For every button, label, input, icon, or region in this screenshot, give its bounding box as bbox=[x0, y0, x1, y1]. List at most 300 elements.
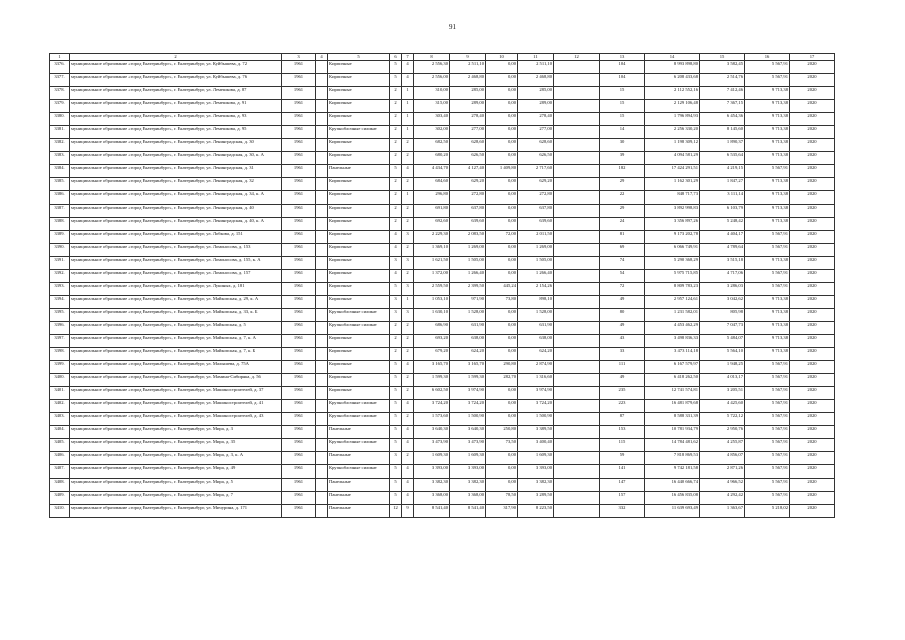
column-header: 5 bbox=[328, 54, 390, 61]
residential-area-cell: 1 500,90 bbox=[518, 413, 554, 426]
year-built-cell: 1961 bbox=[282, 452, 316, 465]
empty-cell bbox=[316, 413, 328, 426]
entrances-cell: 1 bbox=[402, 126, 414, 139]
nonresidential-area-cell: 0,00 bbox=[486, 452, 518, 465]
total-area-cell: 2 229,30 bbox=[414, 230, 450, 243]
wall-material-cell: Панельные bbox=[328, 452, 390, 465]
wall-material-cell: Кирпичные bbox=[328, 295, 390, 308]
total-area-cell: 3 382,30 bbox=[414, 478, 450, 491]
empty-cell bbox=[554, 334, 600, 347]
empty-cell bbox=[316, 387, 328, 400]
premises-area-cell: 289,00 bbox=[450, 100, 486, 113]
empty-cell bbox=[316, 426, 328, 439]
entrances-cell: 2 bbox=[402, 334, 414, 347]
residents-cell: 43 bbox=[600, 334, 645, 347]
address-cell: муниципальное образование «город Екатеринбург», г. Екатеринбург, ул. Малышева, д. 75А bbox=[70, 361, 282, 374]
floors-cell: 2 bbox=[390, 139, 402, 152]
year-built-cell: 1961 bbox=[282, 230, 316, 243]
premises-area-cell: 2 399,50 bbox=[450, 282, 486, 295]
year-built-cell: 1961 bbox=[282, 269, 316, 282]
total-area-cell: 3 473,90 bbox=[414, 439, 450, 452]
empty-cell bbox=[554, 348, 600, 361]
entrances-cell: 3 bbox=[402, 308, 414, 321]
row-number: 3387. bbox=[50, 204, 70, 217]
empty-cell bbox=[554, 282, 600, 295]
specific-cost-cell: 1 890,37 bbox=[700, 139, 745, 152]
year-built-cell: 1961 bbox=[282, 243, 316, 256]
floors-cell: 2 bbox=[390, 217, 402, 230]
year-built-cell: 1961 bbox=[282, 321, 316, 334]
specific-cost-cell: 4 789,64 bbox=[700, 243, 745, 256]
address-cell: муниципальное образование «город Екатеринбург», г. Екатеринбург, ул. Майкопская, д. 7, к. Б bbox=[70, 348, 282, 361]
residential-area-cell: 3 724,20 bbox=[518, 400, 554, 413]
repair-cost-cell: 3 892 998,83 bbox=[645, 204, 700, 217]
table-row bbox=[50, 126, 835, 139]
residents-cell: 104 bbox=[600, 74, 645, 87]
floors-cell: 2 bbox=[390, 178, 402, 191]
empty-cell bbox=[316, 230, 328, 243]
address-cell: муниципальное образование «город Екатеринбург», г. Екатеринбург, ул. Машиностроителей, д. 43 bbox=[70, 413, 282, 426]
planned-year-cell: 2020 bbox=[790, 100, 835, 113]
row-number: 3398. bbox=[50, 348, 70, 361]
specific-cost-cell: 3 286,03 bbox=[700, 282, 745, 295]
row-number: 3390. bbox=[50, 243, 70, 256]
cost-limit-cell: 9 713,38 bbox=[745, 256, 790, 269]
premises-area-cell: 626,50 bbox=[450, 152, 486, 165]
premises-area-cell: 272,80 bbox=[450, 191, 486, 204]
row-number: 3392. bbox=[50, 269, 70, 282]
nonresidential-area-cell: 1 409,80 bbox=[486, 165, 518, 178]
residential-area-cell: 628,60 bbox=[518, 139, 554, 152]
floors-cell: 5 bbox=[390, 374, 402, 387]
specific-cost-cell: 5 722,12 bbox=[700, 413, 745, 426]
nonresidential-area-cell: 0,00 bbox=[486, 61, 518, 74]
residents-cell: 115 bbox=[600, 439, 645, 452]
row-number: 3382. bbox=[50, 139, 70, 152]
wall-material-cell: Панельные bbox=[328, 504, 390, 517]
total-area-cell: 1 053,10 bbox=[414, 295, 450, 308]
empty-cell bbox=[316, 478, 328, 491]
floors-cell: 2 bbox=[390, 348, 402, 361]
entrances-cell: 4 bbox=[402, 439, 414, 452]
residential-area-cell: 1 269,00 bbox=[518, 243, 554, 256]
planned-year-cell: 2020 bbox=[790, 87, 835, 100]
specific-cost-cell: 5 484,07 bbox=[700, 334, 745, 347]
total-area-cell: 2 559,50 bbox=[414, 282, 450, 295]
year-built-cell: 1961 bbox=[282, 204, 316, 217]
empty-cell bbox=[554, 491, 600, 504]
year-built-cell: 1961 bbox=[282, 126, 316, 139]
address-cell: муниципальное образование «город Екатеринбург», г. Екатеринбург, ул. Ленинградская, д. 40 bbox=[70, 204, 282, 217]
address-cell: муниципальное образование «город Екатеринбург», г. Екатеринбург, ул. Мичурина, д. 171 bbox=[70, 504, 282, 517]
wall-material-cell: Панельные bbox=[328, 426, 390, 439]
address-cell: муниципальное образование «город Екатеринбург», г. Екатеринбург, ул. Машиностроителей, д. 37 bbox=[70, 387, 282, 400]
specific-cost-cell: 7 047,73 bbox=[700, 321, 745, 334]
floors-cell: 2 bbox=[390, 100, 402, 113]
planned-year-cell: 2020 bbox=[790, 452, 835, 465]
floors-cell: 2 bbox=[390, 87, 402, 100]
floors-cell: 5 bbox=[390, 478, 402, 491]
empty-cell bbox=[316, 504, 328, 517]
entrances-cell: 4 bbox=[402, 165, 414, 178]
wall-material-cell: Кирпичные bbox=[328, 204, 390, 217]
premises-area-cell: 1 609,30 bbox=[450, 452, 486, 465]
address-cell: муниципальное образование «город Екатеринбург», г. Екатеринбург, ул. Машиностроителей, д. 41 bbox=[70, 400, 282, 413]
planned-year-cell: 2020 bbox=[790, 504, 835, 517]
specific-cost-cell: 2 514,76 bbox=[700, 74, 745, 87]
total-area-cell: 692,60 bbox=[414, 217, 450, 230]
residential-area-cell: 629,20 bbox=[518, 178, 554, 191]
empty-cell bbox=[554, 400, 600, 413]
residential-area-cell: 2 511,10 bbox=[518, 61, 554, 74]
cost-limit-cell: 5 567,91 bbox=[745, 374, 790, 387]
nonresidential-area-cell: 290,80 bbox=[486, 361, 518, 374]
table-row bbox=[50, 491, 835, 504]
premises-area-cell: 1 528,00 bbox=[450, 308, 486, 321]
empty-cell bbox=[554, 217, 600, 230]
planned-year-cell: 2020 bbox=[790, 491, 835, 504]
residential-area-cell: 624,20 bbox=[518, 348, 554, 361]
column-number-row bbox=[50, 54, 835, 61]
residents-cell: 332 bbox=[600, 504, 645, 517]
year-built-cell: 1961 bbox=[282, 400, 316, 413]
nonresidential-area-cell: 0,00 bbox=[486, 100, 518, 113]
year-built-cell: 1961 bbox=[282, 152, 316, 165]
total-area-cell: 315,00 bbox=[414, 100, 450, 113]
specific-cost-cell: 4 404,17 bbox=[700, 230, 745, 243]
address-cell: муниципальное образование «город Екатеринбург», г. Екатеринбург, ул. Майкопская, д. 7, к. А bbox=[70, 334, 282, 347]
row-number: 3383. bbox=[50, 152, 70, 165]
row-number: 3399. bbox=[50, 361, 70, 374]
residents-cell: 29 bbox=[600, 204, 645, 217]
empty-cell bbox=[316, 269, 328, 282]
row-number: 3406. bbox=[50, 452, 70, 465]
cost-limit-cell: 9 713,38 bbox=[745, 139, 790, 152]
total-area-cell: 684,60 bbox=[414, 178, 450, 191]
residential-area-cell: 631,90 bbox=[518, 321, 554, 334]
total-area-cell: 2 556,30 bbox=[414, 61, 450, 74]
wall-material-cell: Панельные bbox=[328, 491, 390, 504]
residential-area-cell: 626,50 bbox=[518, 152, 554, 165]
year-built-cell: 1961 bbox=[282, 374, 316, 387]
row-number: 3400. bbox=[50, 374, 70, 387]
table-row bbox=[50, 204, 835, 217]
wall-material-cell: Кирпичные bbox=[328, 139, 390, 152]
floors-cell: 2 bbox=[390, 191, 402, 204]
cost-limit-cell: 9 713,38 bbox=[745, 126, 790, 139]
empty-cell bbox=[554, 426, 600, 439]
total-area-cell: 1 573,60 bbox=[414, 413, 450, 426]
floors-cell: 4 bbox=[390, 269, 402, 282]
residential-area-cell: 3 400,40 bbox=[518, 439, 554, 452]
year-built-cell: 1961 bbox=[282, 295, 316, 308]
table-row bbox=[50, 334, 835, 347]
residential-area-cell: 638,00 bbox=[518, 334, 554, 347]
cost-limit-cell: 9 713,38 bbox=[745, 321, 790, 334]
repair-cost-cell: 16 456 835,08 bbox=[645, 491, 700, 504]
floors-cell: 5 bbox=[390, 165, 402, 178]
address-cell: муниципальное образование «город Екатеринбург», г. Екатеринбург, ул. Ломоносова, д. 153 bbox=[70, 243, 282, 256]
planned-year-cell: 2020 bbox=[790, 126, 835, 139]
planned-year-cell: 2020 bbox=[790, 321, 835, 334]
nonresidential-area-cell: 0,00 bbox=[486, 465, 518, 478]
empty-cell bbox=[316, 321, 328, 334]
repair-cost-cell: 16 481 879,68 bbox=[645, 400, 700, 413]
total-area-cell: 686,90 bbox=[414, 321, 450, 334]
row-number: 3379. bbox=[50, 100, 70, 113]
residential-area-cell: 3 974,90 bbox=[518, 387, 554, 400]
specific-cost-cell: 5 248,42 bbox=[700, 217, 745, 230]
total-area-cell: 682,50 bbox=[414, 139, 450, 152]
address-cell: муниципальное образование «город Екатеринбург», г. Екатеринбург, ул. Лемешкова, д. 93 bbox=[70, 113, 282, 126]
cost-limit-cell: 9 713,38 bbox=[745, 191, 790, 204]
planned-year-cell: 2020 bbox=[790, 243, 835, 256]
year-built-cell: 1961 bbox=[282, 139, 316, 152]
wall-material-cell: Панельные bbox=[328, 165, 390, 178]
empty-cell bbox=[316, 61, 328, 74]
year-built-cell: 1961 bbox=[282, 491, 316, 504]
residents-cell: 15 bbox=[600, 113, 645, 126]
entrances-cell: 4 bbox=[402, 465, 414, 478]
nonresidential-area-cell: 317,90 bbox=[486, 504, 518, 517]
cost-limit-cell: 9 713,38 bbox=[745, 152, 790, 165]
year-built-cell: 1961 bbox=[282, 113, 316, 126]
wall-material-cell: Кирпичные bbox=[328, 152, 390, 165]
empty-cell bbox=[554, 256, 600, 269]
residents-cell: 29 bbox=[600, 178, 645, 191]
planned-year-cell: 2020 bbox=[790, 165, 835, 178]
empty-cell bbox=[554, 387, 600, 400]
residential-area-cell: 277,00 bbox=[518, 126, 554, 139]
empty-cell bbox=[316, 374, 328, 387]
table-row bbox=[50, 321, 835, 334]
nonresidential-area-cell: 73,80 bbox=[486, 295, 518, 308]
planned-year-cell: 2020 bbox=[790, 217, 835, 230]
table-row bbox=[50, 139, 835, 152]
empty-cell bbox=[316, 178, 328, 191]
row-number: 3388. bbox=[50, 217, 70, 230]
floors-cell: 2 bbox=[390, 334, 402, 347]
entrances-cell: 2 bbox=[402, 348, 414, 361]
table-row bbox=[50, 426, 835, 439]
premises-area-cell: 8 541,40 bbox=[450, 504, 486, 517]
empty-cell bbox=[554, 413, 600, 426]
premises-area-cell: 3 724,20 bbox=[450, 400, 486, 413]
premises-area-cell: 629,20 bbox=[450, 178, 486, 191]
specific-cost-cell: 2 871,26 bbox=[700, 465, 745, 478]
empty-cell bbox=[554, 504, 600, 517]
repair-cost-cell: 6 208 433,68 bbox=[645, 74, 700, 87]
cost-limit-cell: 5 567,91 bbox=[745, 413, 790, 426]
empty-cell bbox=[316, 256, 328, 269]
empty-cell bbox=[316, 452, 328, 465]
row-number: 3397. bbox=[50, 334, 70, 347]
repair-cost-cell: 2 957 124,61 bbox=[645, 295, 700, 308]
table-row bbox=[50, 191, 835, 204]
total-area-cell: 680,20 bbox=[414, 152, 450, 165]
residents-cell: 157 bbox=[600, 491, 645, 504]
empty-cell bbox=[316, 295, 328, 308]
planned-year-cell: 2020 bbox=[790, 113, 835, 126]
residential-area-cell: 1 316,60 bbox=[518, 374, 554, 387]
empty-cell bbox=[316, 243, 328, 256]
address-cell: муниципальное образование «город Екатеринбург», г. Екатеринбург, ул. Лобкова, д. 151 bbox=[70, 230, 282, 243]
table-row bbox=[50, 74, 835, 87]
empty-cell bbox=[316, 491, 328, 504]
cost-limit-cell: 9 713,38 bbox=[745, 308, 790, 321]
nonresidential-area-cell: 0,00 bbox=[486, 178, 518, 191]
total-area-cell: 3 393,00 bbox=[414, 465, 450, 478]
address-cell: муниципальное образование «город Екатеринбург», г. Екатеринбург, ул. Майкопская, д. 5 bbox=[70, 321, 282, 334]
nonresidential-area-cell: 72,00 bbox=[486, 230, 518, 243]
entrances-cell: 1 bbox=[402, 191, 414, 204]
residents-cell: 235 bbox=[600, 387, 645, 400]
specific-cost-cell: 6 103,79 bbox=[700, 204, 745, 217]
nonresidential-area-cell: 0,00 bbox=[486, 74, 518, 87]
cost-limit-cell: 9 713,38 bbox=[745, 113, 790, 126]
floors-cell: 5 bbox=[390, 465, 402, 478]
specific-cost-cell: 3 042,62 bbox=[700, 295, 745, 308]
nonresidential-area-cell: 0,00 bbox=[486, 126, 518, 139]
premises-area-cell: 2 511,10 bbox=[450, 61, 486, 74]
year-built-cell: 1961 bbox=[282, 361, 316, 374]
total-area-cell: 296,80 bbox=[414, 191, 450, 204]
residential-area-cell: 289,00 bbox=[518, 100, 554, 113]
floors-cell: 5 bbox=[390, 361, 402, 374]
wall-material-cell: Крупноблочные силикат bbox=[328, 413, 390, 426]
specific-cost-cell: 4 255,87 bbox=[700, 439, 745, 452]
address-cell: муниципальное образование «город Екатеринбург», г. Екатеринбург, ул. Мира, д. 35 bbox=[70, 439, 282, 452]
entrances-cell: 1 bbox=[402, 100, 414, 113]
planned-year-cell: 2020 bbox=[790, 465, 835, 478]
address-cell: муниципальное образование «город Екатеринбург», г. Екатеринбург, ул. Ломоносова, д. 157 bbox=[70, 269, 282, 282]
year-built-cell: 1961 bbox=[282, 413, 316, 426]
residents-cell: 39 bbox=[600, 152, 645, 165]
wall-material-cell: Кирпичные bbox=[328, 74, 390, 87]
floors-cell: 5 bbox=[390, 74, 402, 87]
repair-cost-cell: 11 639 693,49 bbox=[645, 504, 700, 517]
address-cell: муниципальное образование «город Екатеринбург», г. Екатеринбург, ул. Мира, д. 3, к. А bbox=[70, 452, 282, 465]
residents-cell: 15 bbox=[600, 87, 645, 100]
year-built-cell: 1961 bbox=[282, 465, 316, 478]
table-row bbox=[50, 243, 835, 256]
repair-cost-cell: 14 784 481,62 bbox=[645, 439, 700, 452]
row-number: 3376. bbox=[50, 61, 70, 74]
address-cell: муниципальное образование «город Екатеринбург», г. Екатеринбург, ул. Майкопская, д. 33, к. Б bbox=[70, 308, 282, 321]
column-header: 17 bbox=[790, 54, 835, 61]
repair-cost-cell: 3 356 897,26 bbox=[645, 217, 700, 230]
empty-cell bbox=[554, 295, 600, 308]
floors-cell: 5 bbox=[390, 400, 402, 413]
floors-cell: 2 bbox=[390, 321, 402, 334]
residents-cell: 111 bbox=[600, 361, 645, 374]
nonresidential-area-cell: 250,80 bbox=[486, 426, 518, 439]
empty-cell bbox=[554, 139, 600, 152]
empty-cell bbox=[554, 191, 600, 204]
nonresidential-area-cell: 0,00 bbox=[486, 478, 518, 491]
empty-cell bbox=[554, 243, 600, 256]
nonresidential-area-cell: 0,00 bbox=[486, 217, 518, 230]
floors-cell: 5 bbox=[390, 387, 402, 400]
empty-cell bbox=[554, 308, 600, 321]
residents-cell: 141 bbox=[600, 465, 645, 478]
empty-cell bbox=[316, 165, 328, 178]
entrances-cell: 2 bbox=[402, 152, 414, 165]
floors-cell: 3 bbox=[390, 256, 402, 269]
table-row bbox=[50, 465, 835, 478]
repair-cost-cell: 4 094 581,29 bbox=[645, 152, 700, 165]
residents-cell: 22 bbox=[600, 191, 645, 204]
empty-cell bbox=[554, 126, 600, 139]
planned-year-cell: 2020 bbox=[790, 400, 835, 413]
table-row bbox=[50, 269, 835, 282]
table-row bbox=[50, 100, 835, 113]
column-header: 4 bbox=[316, 54, 328, 61]
empty-cell bbox=[316, 282, 328, 295]
repair-cost-cell: 2 112 552,16 bbox=[645, 87, 700, 100]
cost-limit-cell: 5 567,91 bbox=[745, 478, 790, 491]
total-area-cell: 303,40 bbox=[414, 113, 450, 126]
address-cell: муниципальное образование «город Екатеринбург», г. Екатеринбург, ул. Ленинградская, д. 31 bbox=[70, 165, 282, 178]
nonresidential-area-cell: 78,50 bbox=[486, 491, 518, 504]
empty-cell bbox=[316, 361, 328, 374]
planned-year-cell: 2020 bbox=[790, 230, 835, 243]
column-header: 14 bbox=[645, 54, 700, 61]
cost-limit-cell: 5 567,91 bbox=[745, 452, 790, 465]
floors-cell: 2 bbox=[390, 126, 402, 139]
year-built-cell: 1961 bbox=[282, 217, 316, 230]
specific-cost-cell: 5 564,10 bbox=[700, 348, 745, 361]
repair-cost-cell: 1 231 582,01 bbox=[645, 308, 700, 321]
planned-year-cell: 2020 bbox=[790, 139, 835, 152]
total-area-cell: 2 556,00 bbox=[414, 74, 450, 87]
address-cell: муниципальное образование «город Екатеринбург», г. Екатеринбург, ул. Ленинградская, д. 30 bbox=[70, 139, 282, 152]
residents-cell: 24 bbox=[600, 217, 645, 230]
wall-material-cell: Кирпичные bbox=[328, 374, 390, 387]
repair-cost-cell: 6 167 579,97 bbox=[645, 361, 700, 374]
premises-area-cell: 1 500,90 bbox=[450, 413, 486, 426]
planned-year-cell: 2020 bbox=[790, 204, 835, 217]
empty-cell bbox=[316, 308, 328, 321]
row-number: 3396. bbox=[50, 321, 70, 334]
wall-material-cell: Кирпичные bbox=[328, 87, 390, 100]
wall-material-cell: Крупноблочные силикат bbox=[328, 126, 390, 139]
year-built-cell: 1961 bbox=[282, 256, 316, 269]
residents-cell: 59 bbox=[600, 452, 645, 465]
table-row bbox=[50, 152, 835, 165]
wall-material-cell: Кирпичные bbox=[328, 269, 390, 282]
premises-area-cell: 637,80 bbox=[450, 204, 486, 217]
entrances-cell: 3 bbox=[402, 230, 414, 243]
entrances-cell: 4 bbox=[402, 400, 414, 413]
residential-area-cell: 2 011,50 bbox=[518, 230, 554, 243]
total-area-cell: 4 434,70 bbox=[414, 165, 450, 178]
premises-area-cell: 3 393,00 bbox=[450, 465, 486, 478]
total-area-cell: 1 372,00 bbox=[414, 269, 450, 282]
entrances-cell: 2 bbox=[402, 204, 414, 217]
repair-cost-cell: 3 473 114,18 bbox=[645, 348, 700, 361]
residents-cell: 223 bbox=[600, 400, 645, 413]
floors-cell: 5 bbox=[390, 282, 402, 295]
table-row bbox=[50, 87, 835, 100]
table-row bbox=[50, 282, 835, 295]
table-row bbox=[50, 361, 835, 374]
wall-material-cell: Крупноблочные силикат bbox=[328, 439, 390, 452]
column-header: 12 bbox=[554, 54, 600, 61]
premises-area-cell: 3 165,70 bbox=[450, 361, 486, 374]
specific-cost-cell: 4 966,52 bbox=[700, 478, 745, 491]
empty-cell bbox=[316, 217, 328, 230]
